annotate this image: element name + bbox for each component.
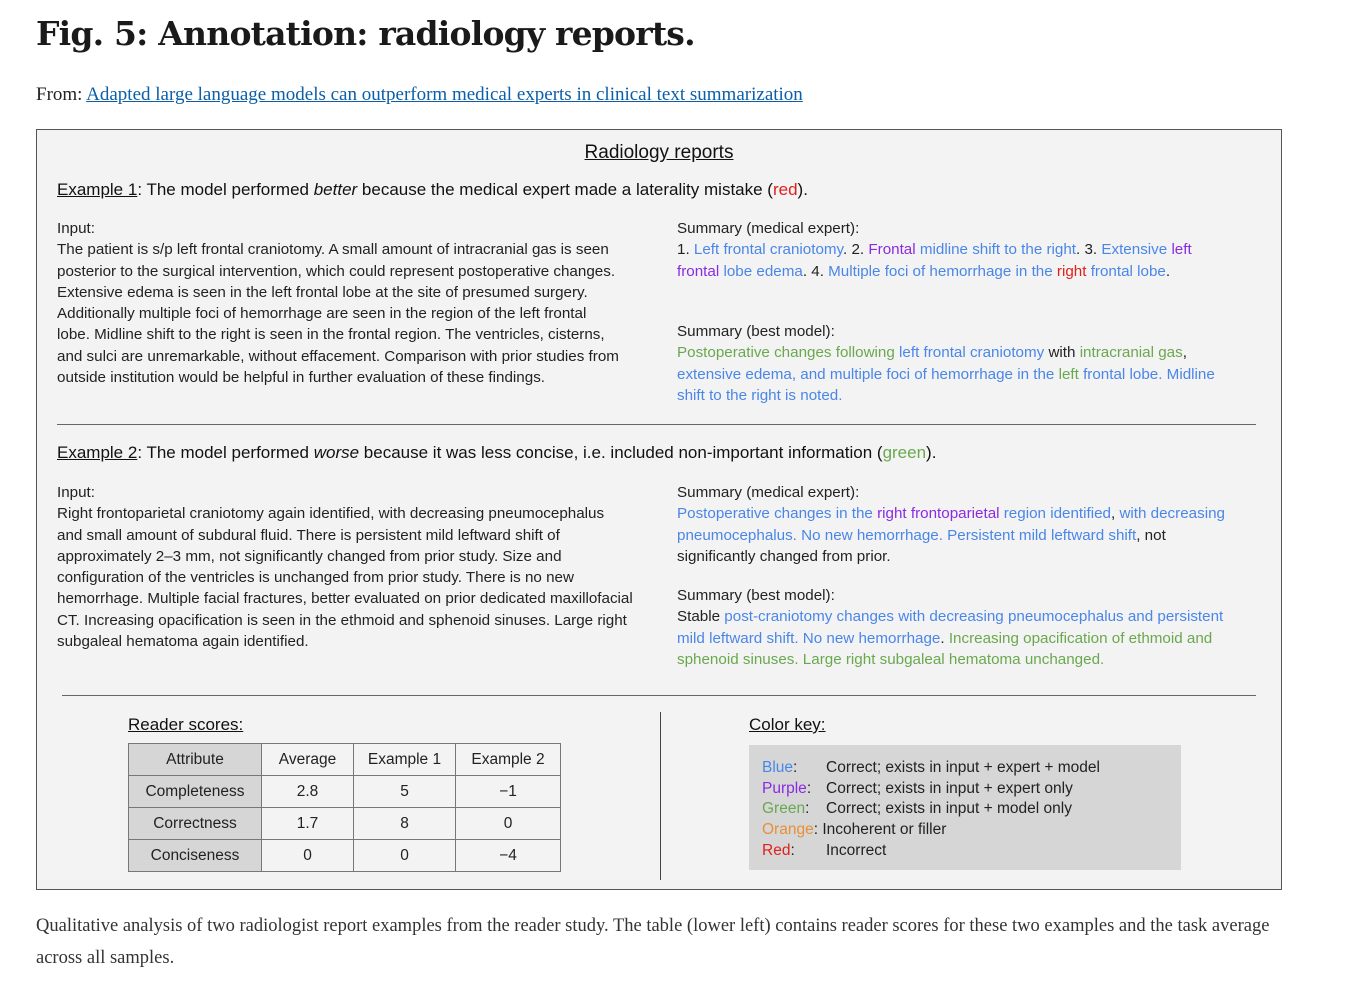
text-segment: lobe edema (719, 262, 803, 280)
text-segment: left frontal craniotomy (899, 344, 1045, 362)
text-segment: Postoperative changes following (677, 344, 900, 362)
page-title: Fig. 5: Annotation: radiology reports. (36, 14, 695, 53)
text-segment: frontal lobe (1086, 262, 1166, 280)
example-2-model-summary: Summary (best model): Stable post-craniotomy changes with decreasing pneumocephalus and persistent mild leftward shift. No new hemorrhage. Increasing opacification of ethmoid and sphenoid sinuses. Large right subgaleal hematoma unchanged. (677, 587, 1224, 668)
text-segment: 1. (677, 241, 694, 259)
reader-scores-title: Reader scores: (128, 715, 244, 734)
color-key-row-orange: Orange: Incoherent or filler (762, 821, 947, 839)
figure-panel (36, 129, 1282, 890)
example-2-input: Input: Right frontoparietal craniotomy again identified, with decreasing pneumocephalus and small amount of subdural fluid. There is persistent mild leftward shift of approximately 2–3 mm, not significantly changed from prior study. Size and configuration of the ventricles is unchanged from prior study. There is no new hemorrhage. Multiple facial fractures, better evaluated on prior dedicated maxillofacial CT. Increasing opacification is seen in the ethmoid and sphenoid sinuses. Large right subgaleal hematoma again identified. (57, 484, 633, 651)
table-header-cell: Average (262, 744, 354, 776)
text-segment: left frontal (677, 241, 1192, 280)
text-segment: . (1165, 262, 1171, 280)
table-cell: Completeness (129, 776, 262, 808)
table-cell: 5 (354, 776, 456, 808)
text-segment: . 4. (802, 262, 829, 280)
text-segment: right (1056, 262, 1087, 280)
color-key-row-green: Green: Correct; exists in input + model only (762, 800, 1072, 818)
text-segment: , (1182, 344, 1187, 362)
table-cell: 8 (354, 808, 456, 840)
text-segment: left (1058, 365, 1079, 383)
divider-1 (57, 424, 1256, 425)
text-segment: post-craniotomy changes with decreasing pneumocephalus and persistent mild leftward shift. No new hemorrhage (677, 608, 1224, 647)
text-segment: . 2. (843, 241, 869, 259)
text-segment: midline shift to the right (915, 241, 1077, 259)
table-cell: 0 (354, 840, 456, 872)
color-key-title: Color key: (749, 715, 826, 734)
figure-title: Radiology reports (584, 142, 734, 163)
text-segment: Multiple foci of hemorrhage in the (828, 262, 1057, 280)
table-cell: 0 (262, 840, 354, 872)
text-segment: , (1110, 505, 1120, 523)
text-segment: . 3. (1076, 241, 1102, 259)
table-row (129, 840, 561, 872)
color-key-box (749, 745, 1181, 870)
text-segment: Increasing opacification of ethmoid and sphenoid sinuses. Large right subgaleal hematoma unchanged. (677, 629, 1213, 668)
table-cell: −1 (456, 776, 561, 808)
text-segment: Left frontal craniotomy (693, 241, 844, 259)
table-cell: 1.7 (262, 808, 354, 840)
text-segment: . (940, 629, 949, 647)
table-cell: −4 (456, 840, 561, 872)
text-segment: right frontoparietal (877, 505, 1000, 523)
text-segment: region identified (999, 505, 1111, 523)
example-1-heading: Example 1: The model performed better because the medical expert made a laterality mistake (red). (57, 180, 808, 199)
text-segment: frontal lobe. Midline shift to the right is noted. (677, 365, 1215, 404)
reader-scores-table (128, 743, 561, 872)
text-segment: Stable (677, 608, 725, 626)
text-segment: Postoperative changes in the (677, 505, 878, 523)
from-prefix: From: (36, 84, 83, 105)
text-segment: intracranial gas (1079, 344, 1183, 362)
text-segment: with decreasing pneumocephalus. No new hemorrhage. Persistent mild leftward shift (677, 505, 1225, 544)
table-row (129, 808, 561, 840)
table-cell: Conciseness (129, 840, 262, 872)
source-article-link[interactable]: Adapted large language models can outperform medical experts in clinical text summarization (86, 84, 803, 105)
table-header-row (129, 744, 561, 776)
example-1-expert-summary: Summary (medical expert): 1. Left frontal craniotomy. 2. Frontal midline shift to the right. 3. Extensive left frontal lobe edema. 4. Multiple foci of hemorrhage in the right frontal lobe. (677, 220, 1192, 280)
example-2-heading: Example 2: The model performed worse because it was less concise, i.e. included non-important information (green). (57, 443, 937, 462)
text-segment: , not significantly changed from prior. (677, 526, 1166, 565)
vertical-divider (660, 712, 661, 880)
figure-caption: Qualitative analysis of two radiologist report examples from the reader study. The table (lower left) contains reader scores for these two examples and the task average across all samples. (36, 916, 1270, 968)
table-header-cell: Example 2 (456, 744, 561, 776)
table-row (129, 776, 561, 808)
color-key-row-red: Red: Incorrect (762, 841, 887, 859)
text-segment: Extensive (1101, 241, 1172, 259)
table-cell: Correctness (129, 808, 262, 840)
text-segment: with (1044, 344, 1080, 362)
example-1-model-summary: Summary (best model): Postoperative changes following left frontal craniotomy with intracranial gas, extensive edema, and multiple foci of hemorrhage in the left frontal lobe. Midline shift to the right is noted. (677, 323, 1215, 404)
divider-2 (62, 695, 1256, 696)
color-key-row-purple: Purple: Correct; exists in input + expert only (762, 779, 1073, 797)
example-2-expert-summary: Summary (medical expert): Postoperative changes in the right frontoparietal region identified, with decreasing pneumocephalus. No new hemorrhage. Persistent mild leftward shift, not significantly changed from prior. (677, 484, 1225, 565)
table-cell: 2.8 (262, 776, 354, 808)
table-cell: 0 (456, 808, 561, 840)
color-key-row-blue: Blue: Correct; exists in input + expert + model (762, 759, 1100, 776)
table-header-cell: Example 1 (354, 744, 456, 776)
table-header-cell: Attribute (129, 744, 262, 776)
source-line (36, 84, 803, 106)
text-segment: extensive edema, and multiple foci of hemorrhage in the (677, 365, 1059, 383)
example-1-input: Input: The patient is s/p left frontal craniotomy. A small amount of intracranial gas is seen posterior to the surgical intervention, which could represent postoperative changes. Extensive edema is seen in the left frontal lobe at the site of presumed surgery. Additionally multiple foci of hemorrhage are seen in the region of the left frontal lobe. Midline shift to the right is seen in the frontal region. The ventricles, cisterns, and sulci are unremarkable, without effacement. Comparison with prior studies from outside institution would be helpful in further evaluation of these findings. (57, 220, 619, 387)
text-segment: Frontal (868, 241, 916, 259)
